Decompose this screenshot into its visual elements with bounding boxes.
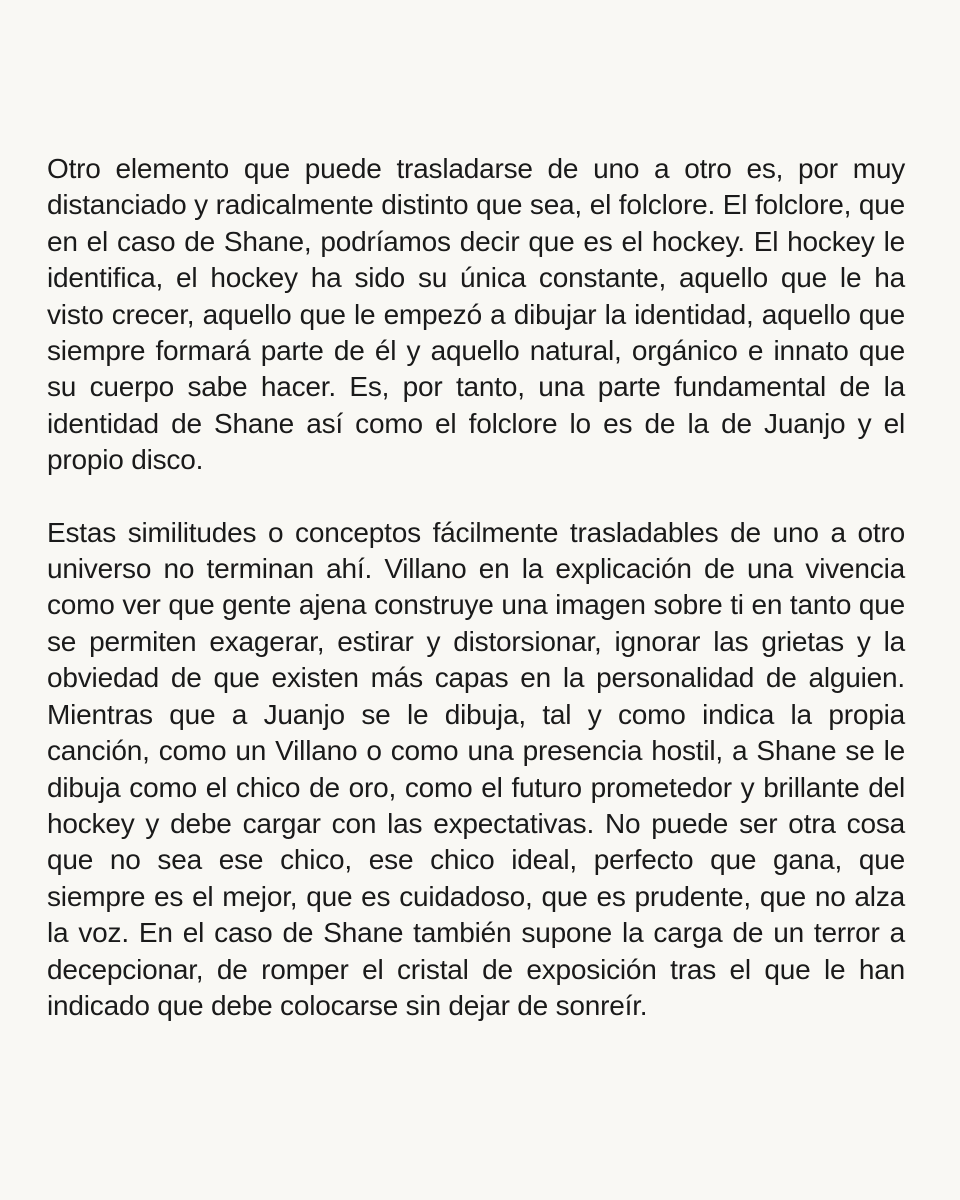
paragraph-folclore: Otro elemento que puede trasladarse de uno a otro es, por muy distanciado y radicalmente distinto que sea, el folclore. El folclore, que en el caso de Shane, podríamos decir que es el hockey. El hockey le identifica, el hockey ha sido su única constante, aquello que le ha visto crecer, aquello que le empezó a dibujar la identidad, aquello que siempre formará parte de él y aquello natural, orgánico e innato que su cuerpo sabe hacer. Es, por tanto, una parte fundamental de la identidad de Shane así como el folclore lo es de la de Juanjo y el propio disco. [47,153,905,476]
paragraph-similitudes: Estas similitudes o conceptos fácilmente trasladables de uno a otro universo no terminan ahí. Villano en la explicación de una vivencia como ver que gente ajena construye una imagen sobre ti en tanto que se permiten exagerar, estirar y distorsionar, ignorar las grietas y la obviedad de que existen más capas en la personalidad de alguien. Mientras que a Juanjo se le dibuja, tal y como indica la propia canción, como un Villano o como una presencia hostil, a Shane se le dibuja como el chico de oro, como el futuro prometedor y brillante del hockey y debe cargar con las expectativas. No puede ser otra cosa que no sea ese chico, ese chico ideal, perfecto que gana, que siempre es el mejor, que es cuidadoso, que es prudente, que no alza la voz. En el caso de Shane también supone la carga de un terror a decepcionar, de romper el cristal de exposición tras el que le han indicado que debe colocarse sin dejar de sonreír. [47,516,905,1021]
document-body [47,151,905,1024]
